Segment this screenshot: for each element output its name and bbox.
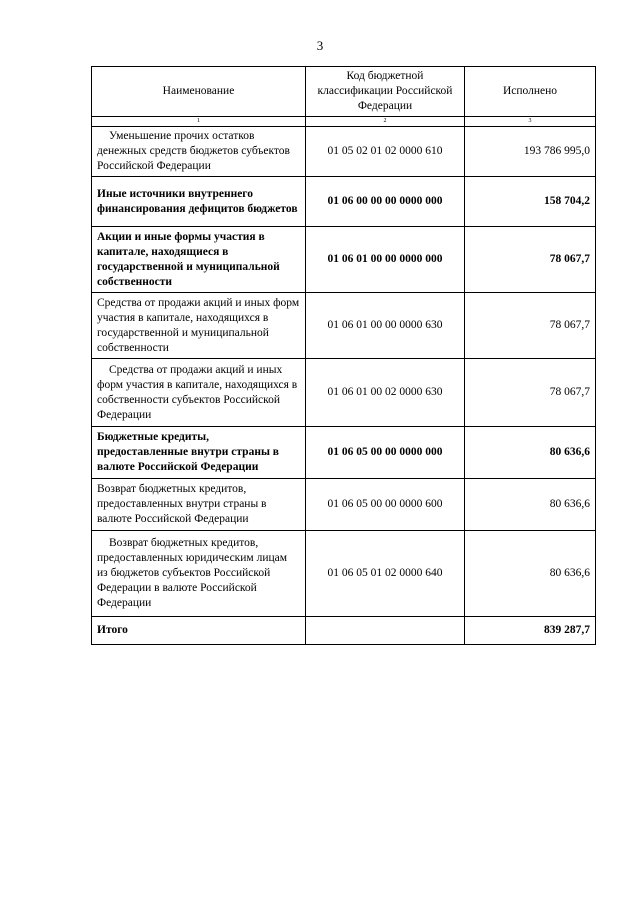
column-index-1: 1 <box>92 117 306 127</box>
row-name: Возврат бюджетных кредитов, предоставленных внутри страны в валюте Российской Федерации <box>92 479 306 531</box>
column-index-2: 2 <box>306 117 465 127</box>
total-code <box>306 617 465 645</box>
row-amount: 193 786 995,0 <box>465 127 596 177</box>
table-row <box>92 293 596 359</box>
row-code: 01 06 01 00 00 0000 630 <box>306 293 465 359</box>
column-index-row <box>92 117 596 127</box>
table-row <box>92 427 596 479</box>
row-amount: 78 067,7 <box>465 293 596 359</box>
table-total-row <box>92 617 596 645</box>
row-amount: 80 636,6 <box>465 427 596 479</box>
table-row <box>92 127 596 177</box>
row-name: Уменьшение прочих остатков денежных средств бюджетов субъектов Российской Федерации <box>92 127 306 177</box>
budget-sources-table <box>91 66 596 645</box>
row-code: 01 06 01 00 00 0000 000 <box>306 227 465 293</box>
row-amount: 158 704,2 <box>465 177 596 227</box>
row-amount: 80 636,6 <box>465 531 596 617</box>
row-code: 01 06 01 00 02 0000 630 <box>306 359 465 427</box>
row-code: 01 06 00 00 00 0000 000 <box>306 177 465 227</box>
row-code: 01 06 05 00 00 0000 600 <box>306 479 465 531</box>
row-name: Акции и иные формы участия в капитале, находящиеся в государственной и муниципальной собственности <box>92 227 306 293</box>
header-name: Наименование <box>92 67 306 117</box>
row-name: Бюджетные кредиты, предоставленные внутри страны в валюте Российской Федерации <box>92 427 306 479</box>
table-row <box>92 531 596 617</box>
total-label: Итого <box>92 617 306 645</box>
total-amount: 839 287,7 <box>465 617 596 645</box>
row-name: Иные источники внутреннего финансирования дефицитов бюджетов <box>92 177 306 227</box>
row-name: Возврат бюджетных кредитов, предоставленных юридическим лицам из бюджетов субъектов Российской Федерации в валюте Российской Федерации <box>92 531 306 617</box>
table-row <box>92 479 596 531</box>
header-executed: Исполнено <box>465 67 596 117</box>
table-row <box>92 227 596 293</box>
row-code: 01 06 05 01 02 0000 640 <box>306 531 465 617</box>
page-number: 3 <box>316 38 324 53</box>
table-row <box>92 177 596 227</box>
row-code: 01 05 02 01 02 0000 610 <box>306 127 465 177</box>
column-index-3: 3 <box>465 117 596 127</box>
table-header-row <box>92 67 596 117</box>
row-amount: 80 636,6 <box>465 479 596 531</box>
row-name: Средства от продажи акций и иных форм участия в капитале, находящихся в собственности субъектов Российской Федерации <box>92 359 306 427</box>
header-code: Код бюджетной классификации Российской Федерации <box>306 67 465 117</box>
row-amount: 78 067,7 <box>465 227 596 293</box>
row-amount: 78 067,7 <box>465 359 596 427</box>
row-code: 01 06 05 00 00 0000 000 <box>306 427 465 479</box>
table-row <box>92 359 596 427</box>
row-name: Средства от продажи акций и иных форм участия в капитале, находящихся в государственной и муниципальной собственности <box>92 293 306 359</box>
